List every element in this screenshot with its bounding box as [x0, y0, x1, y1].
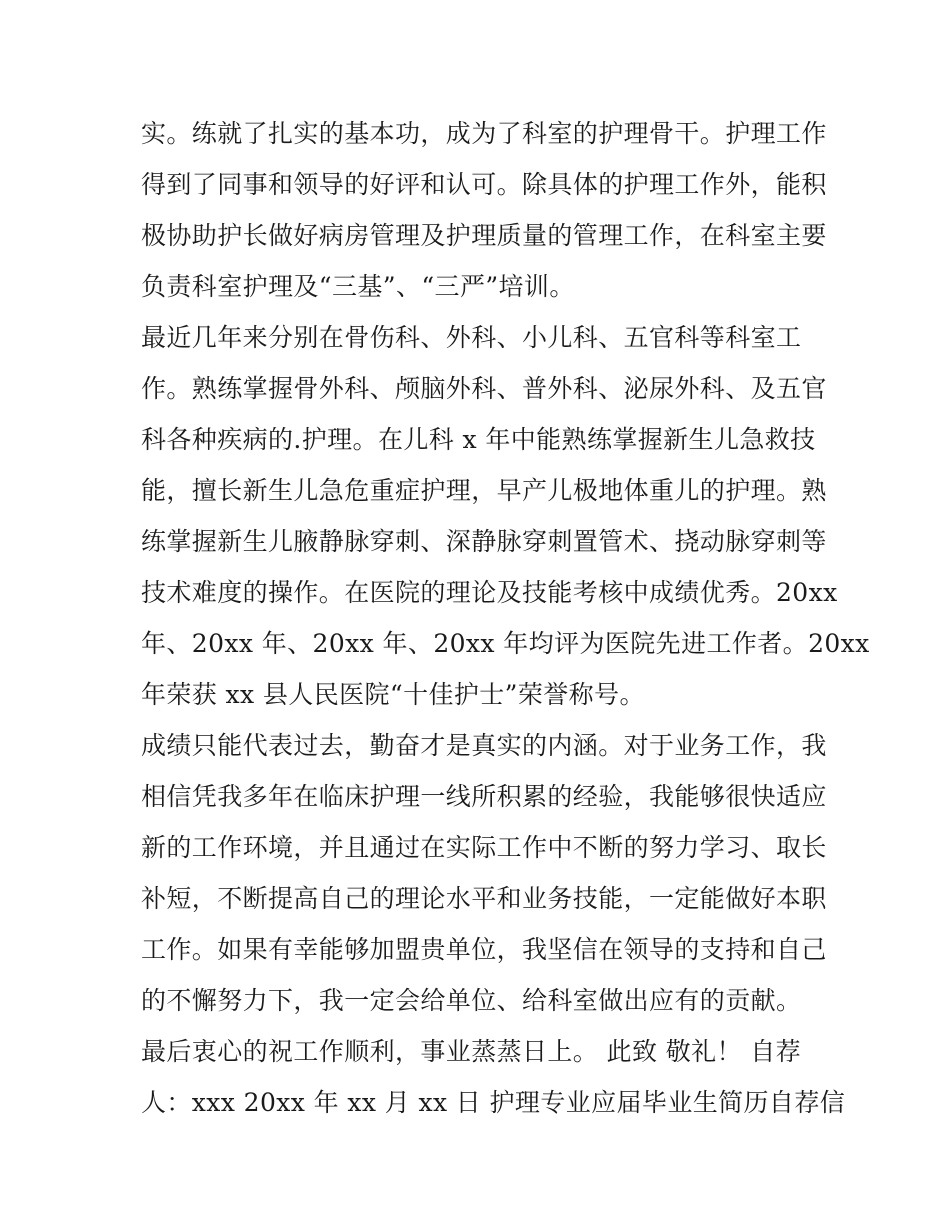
text-line: 得到了同事和领导的好评和认可。除具体的护理工作外，能积: [141, 170, 827, 199]
text-line: 作。熟练掌握骨外科、颅脑外科、普外科、泌尿外科、及五官: [141, 374, 827, 403]
text-line: 相信凭我多年在临床护理一线所积累的经验，我能够很快适应: [141, 782, 827, 811]
text-line: 成绩只能代表过去，勤奋才是真实的内涵。对于业务工作，我: [141, 731, 827, 760]
text-line: 负责科室护理及“三基”、“三严”培训。: [141, 272, 575, 301]
text-line: 年荣获 xx 县人民医院“十佳护士”荣誉称号。: [141, 680, 645, 709]
text-line: 技术难度的操作。在医院的理论及技能考核中成绩优秀。20xx: [141, 578, 838, 607]
text-line: 年、20xx 年、20xx 年、20xx 年均评为医院先进工作者。20xx: [141, 629, 870, 658]
text-line: 工作。如果有幸能够加盟贵单位，我坚信在领导的支持和自己: [141, 935, 827, 964]
text-line: 能，擅长新生儿急危重症护理，早产儿极地体重儿的护理。熟: [141, 476, 827, 505]
text-line: 极协助护长做好病房管理及护理质量的管理工作，在科室主要: [141, 221, 827, 250]
text-line: 最近几年来分别在骨伤科、外科、小儿科、五官科等科室工: [141, 323, 802, 352]
text-line: 的不懈努力下，我一定会给单位、给科室做出应有的贡献。: [141, 986, 802, 1015]
text-line: 补短，不断提高自己的理论水平和业务技能，一定能做好本职: [141, 884, 827, 913]
text-line: 新的工作环境，并且通过在实际工作中不断的努力学习、取长: [141, 833, 827, 862]
text-line: 练掌握新生儿腋静脉穿刺、深静脉穿刺置管术、挠动脉穿刺等: [141, 527, 827, 556]
text-line: 科各种疾病的.护理。在儿科 x 年中能熟练掌握新生儿急救技: [141, 425, 816, 454]
text-line: 最后衷心的祝工作顺利，事业蒸蒸日上。 此致 敬礼！ 自荐: [141, 1037, 802, 1066]
text-line: 实。练就了扎实的基本功，成为了科室的护理骨干。护理工作: [141, 119, 827, 148]
text-line: 人：xxx 20xx 年 xx 月 xx 日 护理专业应届毕业生简历自荐信: [141, 1088, 846, 1117]
letter-body: [141, 108, 870, 1128]
